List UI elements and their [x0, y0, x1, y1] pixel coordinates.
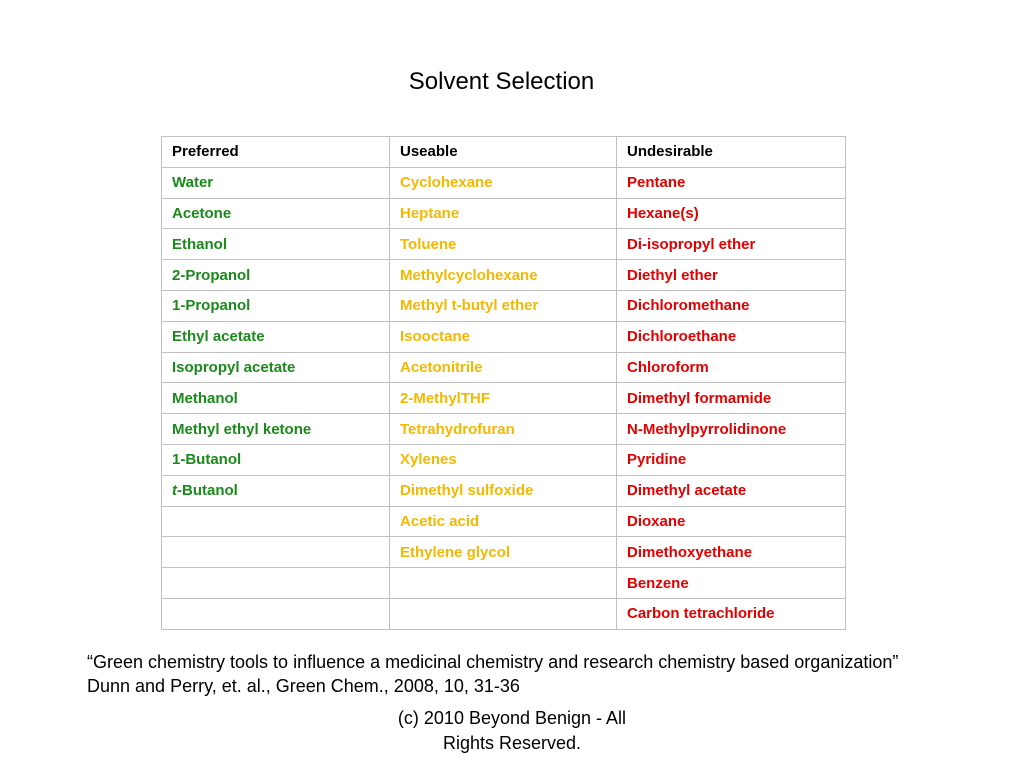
undesirable-cell: Dimethyl acetate	[617, 475, 846, 506]
table-row	[162, 568, 846, 599]
preferred-cell: 1-Butanol	[162, 444, 390, 475]
header-useable: Useable	[390, 137, 617, 168]
preferred-cell: Methyl ethyl ketone	[162, 414, 390, 445]
preferred-cell	[162, 475, 390, 506]
undesirable-cell: Chloroform	[617, 352, 846, 383]
undesirable-cell: Di-isopropyl ether	[617, 229, 846, 260]
table-header-row	[162, 137, 846, 168]
citation	[87, 650, 1017, 698]
undesirable-cell: Pyridine	[617, 444, 846, 475]
useable-cell: Acetic acid	[390, 506, 617, 537]
table-row	[162, 598, 846, 629]
preferred-cell: Ethanol	[162, 229, 390, 260]
preferred-cell: Methanol	[162, 383, 390, 414]
useable-cell: Tetrahydrofuran	[390, 414, 617, 445]
table-row	[162, 475, 846, 506]
preferred-cell: 1-Propanol	[162, 290, 390, 321]
undesirable-cell: Dimethoxyethane	[617, 537, 846, 568]
table-row	[162, 537, 846, 568]
useable-cell: Cyclohexane	[390, 167, 617, 198]
preferred-cell: Water	[162, 167, 390, 198]
undesirable-cell: Benzene	[617, 568, 846, 599]
preferred-cell	[162, 537, 390, 568]
preferred-cell	[162, 598, 390, 629]
citation-authors: Dunn and Perry, et. al., Green Chem., 2008, 10, 31-36	[87, 676, 520, 696]
table-row	[162, 167, 846, 198]
solvent-table	[161, 136, 846, 630]
table-row	[162, 414, 846, 445]
copyright-line-2: Rights Reserved.	[442, 733, 582, 753]
useable-cell: 2-MethylTHF	[390, 383, 617, 414]
table-row	[162, 352, 846, 383]
copyright-line-1: (c) 2010 Beyond Benign - All	[397, 708, 627, 728]
table-row	[162, 229, 846, 260]
useable-cell: Dimethyl sulfoxide	[390, 475, 617, 506]
useable-cell: Methylcyclohexane	[390, 260, 617, 291]
useable-cell: Toluene	[390, 229, 617, 260]
undesirable-cell: Pentane	[617, 167, 846, 198]
table-row	[162, 444, 846, 475]
preferred-prefix: t	[172, 482, 177, 500]
useable-cell: Heptane	[390, 198, 617, 229]
useable-cell	[390, 598, 617, 629]
undesirable-cell: Dioxane	[617, 506, 846, 537]
preferred-suffix: -Butanol	[177, 482, 238, 500]
useable-cell: Isooctane	[390, 321, 617, 352]
preferred-cell	[162, 568, 390, 599]
useable-cell: Xylenes	[390, 444, 617, 475]
undesirable-cell: Dichloroethane	[617, 321, 846, 352]
table-row	[162, 506, 846, 537]
page-title: Solvent Selection	[408, 68, 595, 95]
preferred-cell: Ethyl acetate	[162, 321, 390, 352]
header-undesirable: Undesirable	[617, 137, 846, 168]
preferred-cell: Isopropyl acetate	[162, 352, 390, 383]
useable-cell	[390, 568, 617, 599]
useable-cell: Ethylene glycol	[390, 537, 617, 568]
table-row	[162, 260, 846, 291]
header-preferred: Preferred	[162, 137, 390, 168]
table-row	[162, 383, 846, 414]
undesirable-cell: Diethyl ether	[617, 260, 846, 291]
undesirable-cell: Carbon tetrachloride	[617, 598, 846, 629]
copyright-footer	[362, 706, 662, 756]
undesirable-cell: Dichloromethane	[617, 290, 846, 321]
undesirable-cell: Dimethyl formamide	[617, 383, 846, 414]
undesirable-cell: Hexane(s)	[617, 198, 846, 229]
table-row	[162, 290, 846, 321]
citation-title: “Green chemistry tools to influence a medicinal chemistry and research chemistry based organization”	[87, 652, 899, 672]
preferred-cell: Acetone	[162, 198, 390, 229]
preferred-cell: 2-Propanol	[162, 260, 390, 291]
table-row	[162, 321, 846, 352]
preferred-cell	[162, 506, 390, 537]
table-row	[162, 198, 846, 229]
useable-cell: Methyl t-butyl ether	[390, 290, 617, 321]
useable-cell: Acetonitrile	[390, 352, 617, 383]
undesirable-cell: N-Methylpyrrolidinone	[617, 414, 846, 445]
